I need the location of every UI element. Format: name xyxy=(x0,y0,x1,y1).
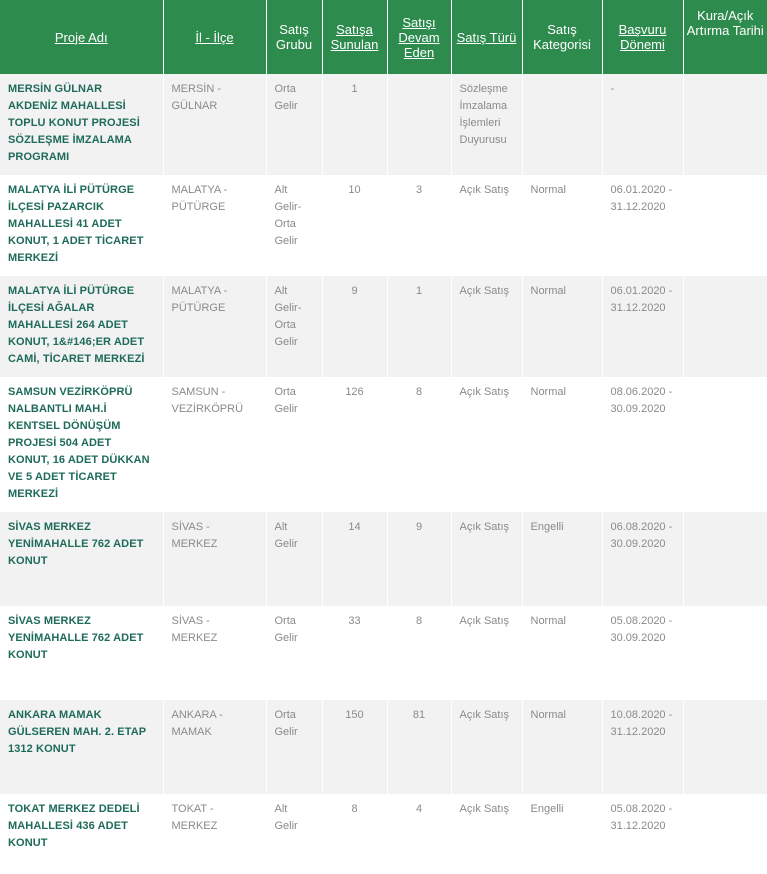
cell-donem: 05.08.2020 - 30.09.2020 xyxy=(602,606,683,700)
column-header-kura xyxy=(683,0,767,74)
column-header-label: Satış Kategorisi xyxy=(533,22,591,52)
cell-proje[interactable]: ANKARA MAMAK GÜLSEREN MAH. 2. ETAP 1312 KONUT xyxy=(0,700,163,794)
table-row xyxy=(0,377,767,512)
cell-kategori: Normal xyxy=(522,377,602,512)
cell-sunulan: 1 xyxy=(322,74,387,175)
column-header-donem[interactable] xyxy=(602,0,683,74)
table-row xyxy=(0,512,767,606)
cell-donem: 06.01.2020 - 31.12.2020 xyxy=(602,276,683,377)
cell-kura xyxy=(683,175,767,276)
table-header-row xyxy=(0,0,767,74)
cell-devam: 8 xyxy=(387,377,451,512)
cell-tur: Açık Satış xyxy=(451,512,522,606)
cell-proje[interactable]: TOKAT MERKEZ DEDELİ MAHALLESİ 436 ADET KONUT xyxy=(0,794,163,874)
cell-sunulan: 150 xyxy=(322,700,387,794)
cell-tur: Açık Satış xyxy=(451,377,522,512)
cell-sunulan: 33 xyxy=(322,606,387,700)
cell-grup: Alt Gelir-Orta Gelir xyxy=(266,276,322,377)
cell-sunulan: 9 xyxy=(322,276,387,377)
column-header-label: Başvuru Dönemi xyxy=(618,22,667,52)
cell-il: SİVAS - MERKEZ xyxy=(163,512,266,606)
cell-kura xyxy=(683,377,767,512)
cell-kura xyxy=(683,276,767,377)
cell-devam: 1 xyxy=(387,276,451,377)
column-header-label: Satış Grubu xyxy=(275,22,313,52)
cell-sunulan: 126 xyxy=(322,377,387,512)
cell-devam: 3 xyxy=(387,175,451,276)
cell-proje[interactable]: SİVAS MERKEZ YENİMAHALLE 762 ADET KONUT xyxy=(0,606,163,700)
cell-proje[interactable]: MALATYA İLİ PÜTÜRGE İLÇESİ PAZARCIK MAHALLESİ 41 ADET KONUT, 1 ADET TİCARET MERKEZİ xyxy=(0,175,163,276)
cell-donem: - xyxy=(602,74,683,175)
cell-grup: Orta Gelir xyxy=(266,700,322,794)
table-body xyxy=(0,74,767,874)
cell-devam: 81 xyxy=(387,700,451,794)
column-header-label: İl - İlçe xyxy=(195,29,234,45)
cell-kategori: Normal xyxy=(522,175,602,276)
cell-devam xyxy=(387,74,451,175)
column-header-label: Satışı Devam Eden xyxy=(398,14,440,60)
cell-il: TOKAT - MERKEZ xyxy=(163,794,266,874)
cell-il: SİVAS - MERKEZ xyxy=(163,606,266,700)
cell-tur: Sözleşme İmzalama İşlemleri Duyurusu xyxy=(451,74,522,175)
cell-sunulan: 10 xyxy=(322,175,387,276)
cell-sunulan: 8 xyxy=(322,794,387,874)
cell-proje[interactable]: MERSİN GÜLNAR AKDENİZ MAHALLESİ TOPLU KONUT PROJESİ SÖZLEŞME İMZALAMA PROGRAMI xyxy=(0,74,163,175)
column-header-kategori xyxy=(522,0,602,74)
cell-grup: Orta Gelir xyxy=(266,606,322,700)
cell-kategori xyxy=(522,74,602,175)
column-header-label: Proje Adı xyxy=(54,29,108,45)
column-header-proje[interactable] xyxy=(0,0,163,74)
cell-tur: Açık Satış xyxy=(451,794,522,874)
cell-donem: 05.08.2020 - 31.12.2020 xyxy=(602,794,683,874)
table-row xyxy=(0,606,767,700)
table-row xyxy=(0,794,767,874)
cell-donem: 08.06.2020 - 30.09.2020 xyxy=(602,377,683,512)
cell-donem: 06.08.2020 - 30.09.2020 xyxy=(602,512,683,606)
column-header-il[interactable] xyxy=(163,0,266,74)
cell-sunulan: 14 xyxy=(322,512,387,606)
cell-il: ANKARA - MAMAK xyxy=(163,700,266,794)
cell-grup: Alt Gelir xyxy=(266,512,322,606)
cell-kategori: Engelli xyxy=(522,512,602,606)
cell-devam: 8 xyxy=(387,606,451,700)
cell-devam: 4 xyxy=(387,794,451,874)
cell-donem: 10.08.2020 - 31.12.2020 xyxy=(602,700,683,794)
cell-tur: Açık Satış xyxy=(451,175,522,276)
column-header-tur[interactable] xyxy=(451,0,522,74)
cell-grup: Alt Gelir-Orta Gelir xyxy=(266,175,322,276)
column-header-label: Satış Türü xyxy=(456,29,517,45)
table-row xyxy=(0,276,767,377)
cell-tur: Açık Satış xyxy=(451,606,522,700)
cell-kura xyxy=(683,794,767,874)
cell-grup: Orta Gelir xyxy=(266,74,322,175)
cell-proje[interactable]: MALATYA İLİ PÜTÜRGE İLÇESİ AĞALAR MAHALLESİ 264 ADET KONUT, 1&#146;ER ADET CAMİ, TİCARET MERKEZİ xyxy=(0,276,163,377)
table-row xyxy=(0,175,767,276)
cell-kategori: Normal xyxy=(522,276,602,377)
cell-kura xyxy=(683,512,767,606)
table-row xyxy=(0,74,767,175)
cell-il: MERSİN - GÜLNAR xyxy=(163,74,266,175)
column-header-sunulan[interactable] xyxy=(322,0,387,74)
cell-kategori: Normal xyxy=(522,606,602,700)
column-header-label: Kura/Açık Artırma Tarihi xyxy=(686,8,764,38)
cell-tur: Açık Satış xyxy=(451,276,522,377)
column-header-devam[interactable] xyxy=(387,0,451,74)
table-row xyxy=(0,700,767,794)
cell-il: SAMSUN - VEZİRKÖPRÜ xyxy=(163,377,266,512)
cell-grup: Alt Gelir xyxy=(266,794,322,874)
cell-kategori: Engelli xyxy=(522,794,602,874)
cell-kategori: Normal xyxy=(522,700,602,794)
column-header-label: Satışa Sunulan xyxy=(330,22,379,52)
cell-il: MALATYA - PÜTÜRGE xyxy=(163,175,266,276)
cell-proje[interactable]: SAMSUN VEZİRKÖPRÜ NALBANTLI MAH.İ KENTSEL DÖNÜŞÜM PROJESİ 504 ADET KONUT, 16 ADET DÜKKAN VE 5 ADET TİCARET MERKEZİ xyxy=(0,377,163,512)
cell-kura xyxy=(683,606,767,700)
cell-kura xyxy=(683,74,767,175)
cell-kura xyxy=(683,700,767,794)
cell-il: MALATYA - PÜTÜRGE xyxy=(163,276,266,377)
cell-donem: 06.01.2020 - 31.12.2020 xyxy=(602,175,683,276)
cell-devam: 9 xyxy=(387,512,451,606)
column-header-grup xyxy=(266,0,322,74)
cell-proje[interactable]: SİVAS MERKEZ YENİMAHALLE 762 ADET KONUT xyxy=(0,512,163,606)
cell-tur: Açık Satış xyxy=(451,700,522,794)
cell-grup: Orta Gelir xyxy=(266,377,322,512)
